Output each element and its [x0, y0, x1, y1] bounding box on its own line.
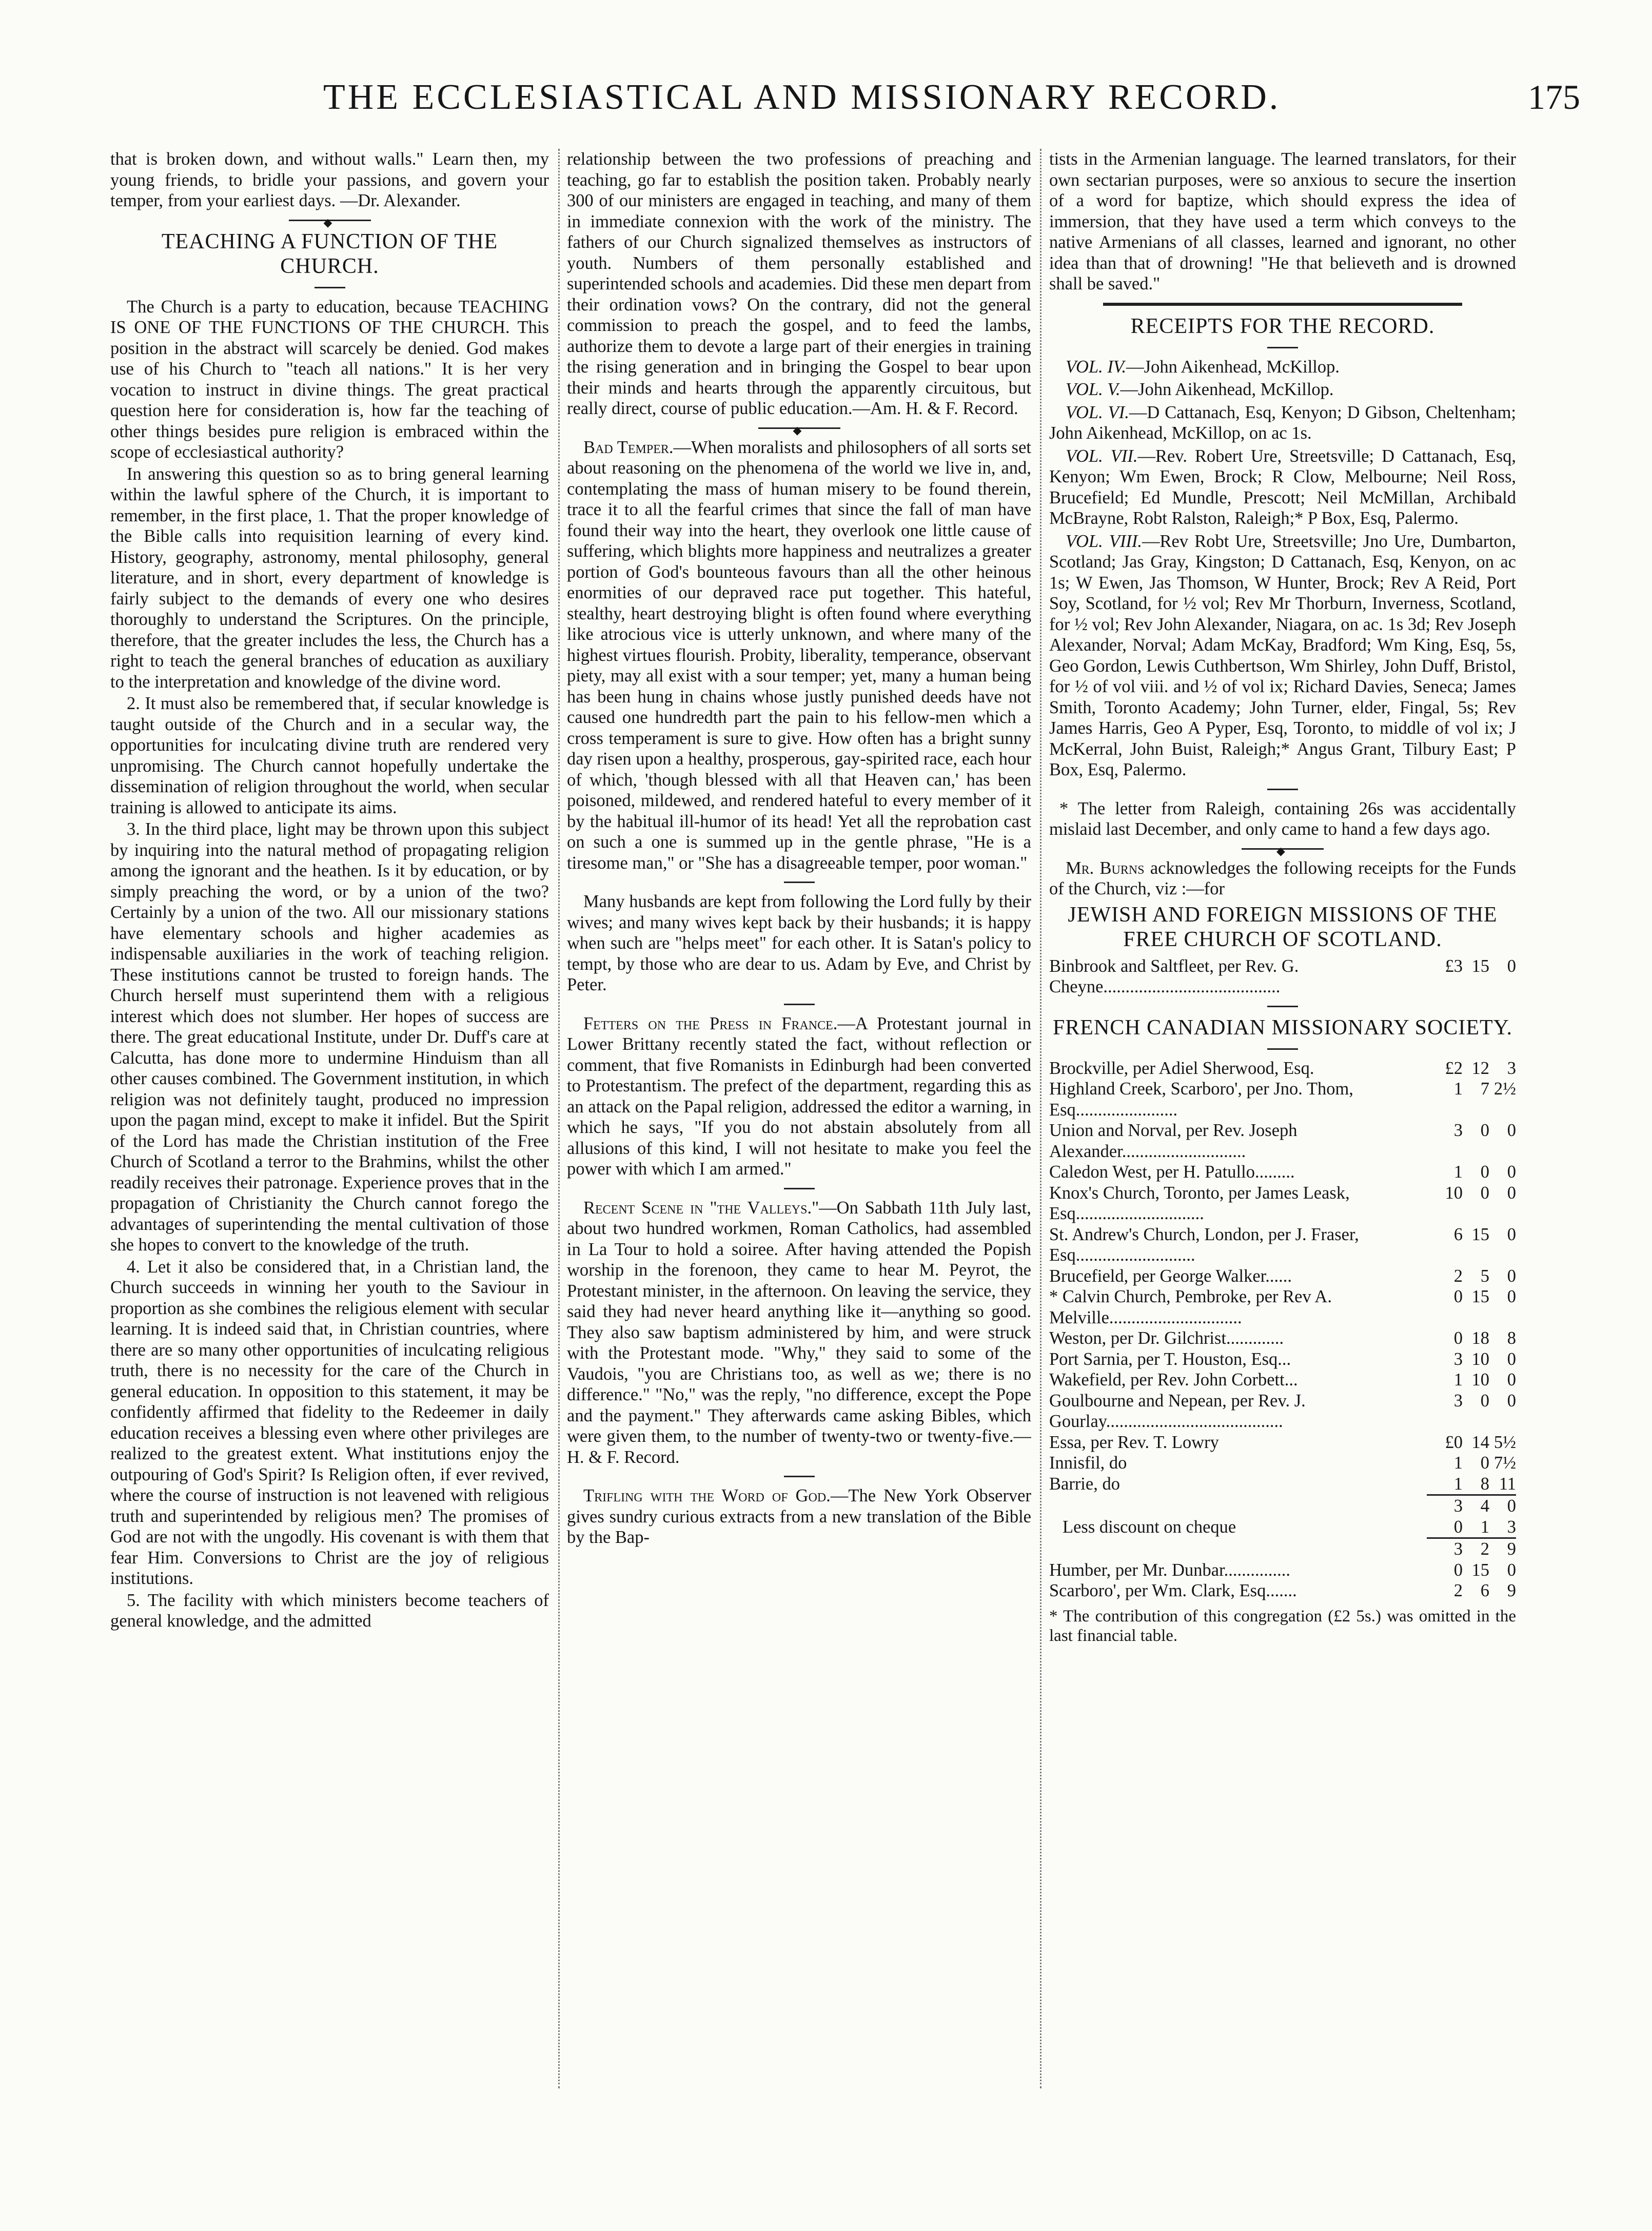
column-3 — [1049, 149, 1516, 2088]
receipt-row — [1049, 1349, 1516, 1370]
receipt-row — [1049, 1391, 1516, 1432]
receipt-subrow — [1049, 1453, 1516, 1474]
receipt-pence: 0 — [1507, 1224, 1516, 1244]
article-bad-temper: Bad Temper.—When moralists and philosophers of all sorts set about reasoning on the phenomena of the world we live in, and, contemplating the mass of human misery to be found therein, trace it to all the fearful crimes that since the fall of man have found their way into the heart, they overlook one little cause of suffering, which blights more happiness and neutralizes a greater portion of God's bounteous favours than all the other heinous enormities of our depraved race put together. This hateful, stealthy, heart destroying blight is often found where everything like atrocious vice is utterly unknown, and where many of the highest virtues flourish. Probity, liberality, temperance, observant piety, may all exist with a sour temper; yet, many a human being has been hung in chains whose justly punished deeds have not caused one hundredth part the pain to his fellow-men which a cross temperament is sure to give. How often has a bright sunny day risen upon a healthy, prosperous, gay-spirited race, each hour of which, 'though blessed with all that Heaven can,' has been poisoned, mildewed, and rendered hateful to every member of it by the habitual ill-humor of its head! Yet all the reprobation cast on such a one is summed up in the gentle phrase, "He is a tiresome man," or "She has a disagreeable temper, poor woman." — [567, 437, 1031, 873]
article-paragraph: 5. The facility with which ministers become teachers of general knowledge, and the admitted — [110, 1590, 549, 1631]
receipt-subrow — [1049, 1474, 1516, 1495]
receipt-name: * Calvin Church, Pembroke, per Rev A. Melville.............................. — [1049, 1287, 1332, 1327]
article-fetters: Fetters on the Press in France.—A Protestant journal in Lower Brittany recently stated the fact, without reflection or comment, that five Romanists in Edinburgh had been converted to Protestantism. The prefect of the department, regarding this as an attack on the Papal religion, addressed the editor a warning, in which he says, "If you do not abstain absolutely from all allusions of this kind, I will not hesitate to make you feel the power with which I am armed." — [567, 1013, 1031, 1179]
receipt-name: Union and Norval, per Rev. Joseph Alexander............................ — [1049, 1121, 1297, 1161]
article-paragraph: In answering this question so as to bring general learning within the lawful sphere of the Church, it is important to remember, in the first place, 1. That the proper knowledge of the Bible calls into requisition learning of every kind. History, geography, astronomy, mental philosophy, general literature, and in short, every department of knowledge is fairly subject to the demands of every one who desires thoroughly to understand the Scriptures. On the principle, therefore, that the greater includes the less, the Church has a right to teach the general branches of education as auxiliary to the interpretation and knowledge of the divine word. — [110, 464, 549, 692]
receipt-shillings: 5 — [1480, 1266, 1489, 1286]
receipt-shillings: 0 — [1480, 1453, 1489, 1473]
receipt-pounds: 0 — [1453, 1560, 1463, 1580]
receipt-row — [1049, 1162, 1516, 1183]
receipts-vol-8: VOL. VIII.—Rev Robt Ure, Streetsville; Jno Ure, Dumbarton, Scotland; Jas Gray, Kingston; D Cattanach, Esq, Kenyon, on ac 1s; W Ewen, Jas Thomson, W Hunter, Brock; Rev A Reid, Port Soy, Scotland, for ½ vol; Rev Mr Thorburn, Inverness, Scotland, for ½ vol; Rev John Alexander, Niagara, on ac. 1s 3d; Rev Joseph Alexander, Norval; Adam McKay, Bradford; Wm King, Esq, 5s, Geo Gordon, Lewis Cuthbertson, Wm Shirley, John Duff, Bristol, for ½ of vol viii. and ½ of vol ix; Richard Davies, Seneca; James Smith, Toronto Academy; John Turner, elder, Fingal, 5s; Rev James Harris, Geo A Pyper, Esq, Toronto, to middle of vol ix; J McKerral, John Buist, Raleigh;* Angus Grant, Tilbury East; P Box, Esq, Palermo. — [1049, 531, 1516, 779]
page-number: 175 — [1528, 77, 1580, 116]
receipt-name: Knox's Church, Toronto, per James Leask, Esq............................. — [1049, 1183, 1350, 1223]
receipt-pounds: £3 — [1445, 956, 1463, 976]
receipt-name: Port Sarnia, per T. Houston, Esq... — [1049, 1349, 1291, 1369]
receipt-pence: 0 — [1507, 1560, 1516, 1580]
receipt-pence: 8 — [1507, 1328, 1516, 1348]
receipt-pounds: £0 — [1445, 1432, 1463, 1452]
receipt-pounds: 6 — [1453, 1224, 1463, 1244]
quote-ending: that is broken down, and without walls." Learn then, my young friends, to bridle your passions, and govern your temper, from your earliest days. —Dr. Alexander. — [110, 149, 549, 210]
heading-rule — [1267, 347, 1298, 348]
receipt-shillings: 15 — [1471, 1560, 1489, 1580]
receipt-subrow — [1049, 1432, 1516, 1453]
receipt-row — [1049, 1183, 1516, 1224]
receipt-shillings: 15 — [1471, 1287, 1489, 1306]
section-separator — [784, 1004, 815, 1005]
column-divider — [558, 149, 561, 2088]
footnote: * The contribution of this congregation (£2 5s.) was omitted in the last financial table. — [1049, 1607, 1516, 1645]
receipt-pence: 9 — [1507, 1581, 1516, 1600]
receipt-row — [1049, 1120, 1516, 1162]
receipt-shillings: 0 — [1480, 1391, 1489, 1411]
receipt-row — [1049, 1286, 1516, 1328]
section-separator — [1242, 848, 1324, 850]
receipt-pounds: 10 — [1445, 1183, 1463, 1203]
receipt-shillings: 10 — [1471, 1370, 1489, 1390]
receipt-pounds: 3 — [1453, 1121, 1463, 1140]
receipt-name: Essa, per Rev. T. Lowry — [1049, 1432, 1219, 1452]
receipt-row — [1049, 1266, 1516, 1287]
article-paragraph: The Church is a party to education, because TEACHING IS ONE OF THE FUNCTIONS OF THE CHURCH. This position in the abstract will scarcely be denied. God makes use of his Church to "teach all nations." It is her very vocation to instruct in divine things. The great practical question here for consideration is, how far the teaching of other things besides pure religion is embraced within the scope of ecclesiastical authority? — [110, 297, 549, 462]
receipt-name: Barrie, do — [1049, 1474, 1120, 1494]
receipt-shillings: 0 — [1480, 1121, 1489, 1140]
receipt-shillings: 10 — [1471, 1349, 1489, 1369]
receipt-shillings: 0 — [1480, 1162, 1489, 1182]
receipt-name: Caledon West, per H. Patullo......... — [1049, 1162, 1295, 1182]
receipt-pence: 5½ — [1493, 1432, 1516, 1452]
receipt-name: Scarboro', per Wm. Clark, Esq....... — [1049, 1581, 1297, 1600]
article-paragraph: relationship between the two professions of preaching and teaching, go far to establish the position taken. Probably nearly 300 of our ministers are engaged in teaching, and many of them in immediate connexion with the work of the ministry. The fathers of our Church signalized themselves as instructors of youth. Numbers of them personally established and superintended schools and academies. Did these men depart from their ordination vows? On the contrary, did not the general commission to preach the gospel, and to feed the lambs, authorize them to devote a large part of their energies in training the rising generation and in bringing the Gospel to bear upon their minds and hearts through the apparently circuitous, but really direct, course of public education.—Am. H. & F. Record. — [567, 149, 1031, 418]
receipt-pence: 0 — [1489, 1495, 1516, 1517]
section-separator — [1267, 789, 1298, 790]
column-1 — [110, 149, 549, 2088]
receipt-pounds: 2 — [1453, 1581, 1463, 1600]
jewish-missions-table — [1049, 956, 1516, 997]
burns-intro: Mr. Burns acknowledges the following receipts for the Funds of the Church, viz :—for — [1049, 858, 1516, 898]
receipt-shillings: 15 — [1471, 956, 1489, 976]
receipt-net — [1049, 1538, 1516, 1560]
receipt-row — [1049, 1369, 1516, 1391]
receipt-pounds: 1 — [1453, 1453, 1463, 1473]
receipt-pence: 0 — [1507, 1121, 1516, 1140]
receipt-pence: 0 — [1507, 1370, 1516, 1390]
receipt-name — [1049, 1538, 1427, 1560]
receipt-pounds: 1 — [1453, 1474, 1463, 1494]
receipts-vol-5: VOL. V.—John Aikenhead, McKillop. — [1066, 380, 1334, 399]
section-separator — [1267, 1006, 1298, 1007]
article-lead: Fetters on the Press in France. — [583, 1013, 838, 1033]
receipt-pence: 2½ — [1493, 1079, 1516, 1099]
receipt-pence: 3 — [1507, 1058, 1516, 1078]
article-trifling: Trifling with the Word of God.—The New York Observer gives sundry curious extracts from a new translation of the Bible by the Bap- — [567, 1486, 1031, 1547]
receipt-shillings: 7 — [1480, 1079, 1489, 1099]
article-recent-scene: Recent Scene in "the Valleys."—On Sabbath 11th July last, about two hundred workmen, Roman Catholics, had assembled in La Tour to hold a soiree. After having attended the Popish worship in the forenoon, they came to hear M. Peyrot, the Protestant minister, in the afternoon. On leaving the service, they said they had never heard anything like it—anything so good. They also saw baptism administered by him, and were struck with the Protestant mode. "Why," they said to some of the Vaudois, "you are Christians too, as well as we; there is no difference." "No," was the reply, "no difference, except the Pope and the payment." They afterwards came asking Bibles, which were given them, to the number of twenty-two or twenty-five.—H. & F. Record. — [567, 1198, 1031, 1467]
receipt-shillings: 8 — [1480, 1474, 1489, 1494]
receipt-name: Innisfil, do — [1049, 1453, 1127, 1473]
receipt-shillings: 4 — [1463, 1495, 1489, 1517]
article-lead: Bad Temper. — [583, 437, 674, 457]
receipt-row — [1049, 1079, 1516, 1120]
receipt-row — [1049, 1058, 1516, 1079]
article-husbands: Many husbands are kept from following the Lord fully by their wives; and many wives kept back by their husbands; it is happy when such are "helps meet" for each other. It is Satan's policy to tempt, by those who are dear to us. Adam by Eve, and Christ by Peter. — [567, 892, 1031, 994]
page-header — [308, 77, 1590, 123]
receipts-vol-4: VOL. IV.—John Aikenhead, McKillop. — [1066, 357, 1340, 377]
receipt-pence: 9 — [1489, 1538, 1516, 1560]
receipt-row — [1049, 1224, 1516, 1266]
section-separator — [784, 1476, 815, 1477]
receipt-shillings: 18 — [1471, 1328, 1489, 1348]
receipt-pence: 0 — [1507, 1349, 1516, 1369]
heading-rule — [314, 287, 345, 288]
receipt-pence: 0 — [1507, 1287, 1516, 1306]
receipt-pence: 0 — [1507, 956, 1516, 976]
receipt-shillings: 1 — [1480, 1517, 1489, 1537]
receipt-name: Brucefield, per George Walker...... — [1049, 1266, 1292, 1286]
receipt-name: Goulbourne and Nepean, per Rev. J. Gourlay........................................ — [1049, 1391, 1306, 1431]
column-2 — [567, 149, 1031, 2088]
receipt-pence: 7½ — [1493, 1453, 1516, 1473]
receipt-name: St. Andrew's Church, London, per J. Fraser, Esq........................... — [1049, 1224, 1359, 1265]
receipt-pounds: 3 — [1427, 1538, 1463, 1560]
receipt-name: Brockville, per Adiel Sherwood, Esq. — [1049, 1058, 1314, 1078]
receipt-shillings: 15 — [1471, 1224, 1489, 1244]
receipt-name: Humber, per Mr. Dunbar............... — [1049, 1560, 1291, 1580]
receipts-vol-7: VOL. VII.—Rev. Robert Ure, Streetsville; D Cattanach, Esq, Kenyon; Wm Ewen, Brock; R Clow, Melbourne; Neil Ross, Brucefield; Ed Mundle, Prescott; Neil McMillan, Archibald McBrayne, Robt Ralston, Raleigh;* P Box, Esq, Palermo. — [1049, 446, 1516, 528]
receipt-subtotal — [1049, 1495, 1516, 1517]
article-paragraph: tists in the Armenian language. The learned translators, for their own sectarian purposes, were so anxious to secure the insertion of a word for baptize, which should express the idea of immersion, that they have used a term which conveys to the native Armenians of all classes, learned and ignorant, no other idea than that of drowning! "He that believeth and is drowned shall be saved." — [1049, 149, 1516, 293]
receipt-pounds: 1 — [1453, 1079, 1463, 1099]
receipts-heading: RECEIPTS FOR THE RECORD. — [1130, 314, 1435, 338]
article-paragraph: 4. Let it also be considered that, in a Christian land, the Church succeeds in winning her youth to the Saviour in proportion as she combines the religious element with secular learning. It is indeed said that, in Christian countries, where there are so many other opportunities of inculcating religious truth, there is no necessity for the care of the Church in general education. In opposition to this statement, it may be confidently affirmed that fidelity to the Redeemer in daily education receives a blessing even where other privileges are realized to the greatest extent. What institutions enjoy the outpouring of God's Spirit? Is Religion often, if ever revived, where the course of instruction is not leavened with religious truth and superintended by religious men? The promises of God are not with the ungodly. His covenant is with them that fear Him. Conversions to Christ are the joy of religious institutions. — [110, 1257, 549, 1588]
section-separator — [784, 1188, 815, 1189]
heading-rule — [1267, 1048, 1298, 1050]
column-divider — [1040, 149, 1043, 2088]
article-lead: Recent Scene in "the Valleys." — [583, 1198, 819, 1218]
receipt-pence: 0 — [1507, 1162, 1516, 1182]
receipt-name: Highland Creek, Scarboro', per Jno. Thom, Esq....................... — [1049, 1079, 1353, 1120]
receipt-pounds: 0 — [1453, 1517, 1463, 1537]
receipt-pounds: 2 — [1453, 1266, 1463, 1286]
section-separator — [758, 427, 840, 429]
receipt-pounds: 1 — [1453, 1370, 1463, 1390]
receipt-name: Wakefield, per Rev. John Corbett... — [1049, 1370, 1298, 1390]
section-separator — [289, 220, 371, 221]
receipt-pence: 11 — [1499, 1474, 1516, 1494]
page-title: THE ECCLESIASTICAL AND MISSIONARY RECORD. — [323, 77, 1281, 117]
receipt-name: Weston, per Dr. Gilchrist............. — [1049, 1328, 1284, 1348]
receipt-name: Binbrook and Saltfleet, per Rev. G. Cheyne........................................ — [1049, 956, 1299, 996]
receipt-shillings: 14 — [1471, 1432, 1489, 1452]
article-paragraph: 2. It must also be remembered that, if secular knowledge is taught outside of the Church and in a secular way, the opportunities for inculcating divine truth are rendered very unpromising. The Church cannot hopefully undertake the dissemination of religion throughout the world, when secular training is allowed to anticipate its aims. — [110, 694, 549, 817]
receipt-pounds: 3 — [1427, 1495, 1463, 1517]
receipts-vol-6: VOL. VI.—D Cattanach, Esq, Kenyon; D Gibson, Cheltenham; John Aikenhead, McKillop, on ac 1s. — [1049, 402, 1516, 443]
article-lead: Trifling with the Word of God. — [583, 1486, 831, 1505]
receipt-pounds: 3 — [1453, 1391, 1463, 1411]
receipt-pounds: 1 — [1453, 1162, 1463, 1182]
article-paragraph: 3. In the third place, light may be thrown upon this subject by inquiring into the natural method of propagating religion among the ignorant and the heathen. Is it by education, or by simply preaching the word, or by a union of the two? Certainly by a union of the two. All our missionary stations have elementary schools and higher academies as indispensable auxiliaries in the work of teaching religion. These institutions cannot be trusted to foreign hands. The Church herself must superintend them with a religious interest which does not slumber. Her hopes of success are there. The great educational Institute, under Dr. Duff's care at Calcutta, has done more to undermine Hinduism than all other causes combined. The Government institution, in which religion was not definitely taught, produced no impression upon the pagan mind, except to make it infidel. But the Spirit of the Lord has made the Christian institution of the Free Church of Scotland a terror to the Brahmins, whilst the other readily receives their patronage. Experience proves that in the propagation of Christianity the Church cannot forego the advantages of superintending the mental cultivation of those she hopes to convert to the knowledge of the truth. — [110, 819, 549, 1255]
receipt-pounds: 0 — [1453, 1287, 1463, 1306]
receipt-name: Less discount on cheque — [1063, 1517, 1236, 1537]
receipt-pence: 0 — [1507, 1183, 1516, 1203]
receipt-pence: 0 — [1507, 1266, 1516, 1286]
section-separator — [1103, 303, 1462, 306]
receipt-discount — [1049, 1517, 1516, 1538]
receipt-name — [1049, 1495, 1427, 1517]
receipt-shillings: 12 — [1471, 1058, 1489, 1078]
receipt-pounds: 3 — [1453, 1349, 1463, 1369]
receipt-shillings: 0 — [1480, 1183, 1489, 1203]
receipt-row — [1049, 956, 1516, 997]
receipt-pounds: 0 — [1453, 1328, 1463, 1348]
receipt-row — [1049, 1580, 1516, 1601]
receipt-shillings: 6 — [1480, 1581, 1489, 1600]
french-mission-heading: FRENCH CANADIAN MISSIONARY SOCIETY. — [1052, 1015, 1513, 1040]
section-separator — [784, 882, 815, 883]
receipt-row — [1049, 1328, 1516, 1349]
receipt-pence: 3 — [1507, 1517, 1516, 1537]
jewish-missions-heading: JEWISH AND FOREIGN MISSIONS OF THE FREE CHURCH OF SCOTLAND. — [1068, 903, 1498, 951]
receipt-row — [1049, 1560, 1516, 1581]
receipt-shillings: 2 — [1463, 1538, 1489, 1560]
french-mission-table — [1049, 1058, 1516, 1601]
raleigh-note: * The letter from Raleigh, containing 26s was accidentally mislaid last December, and only came to hand a few days ago. — [1049, 798, 1516, 839]
receipt-pounds: £2 — [1445, 1058, 1463, 1078]
receipt-pence: 0 — [1507, 1391, 1516, 1411]
article-heading-teaching: TEACHING A FUNCTION OF THE CHURCH. — [161, 229, 498, 278]
